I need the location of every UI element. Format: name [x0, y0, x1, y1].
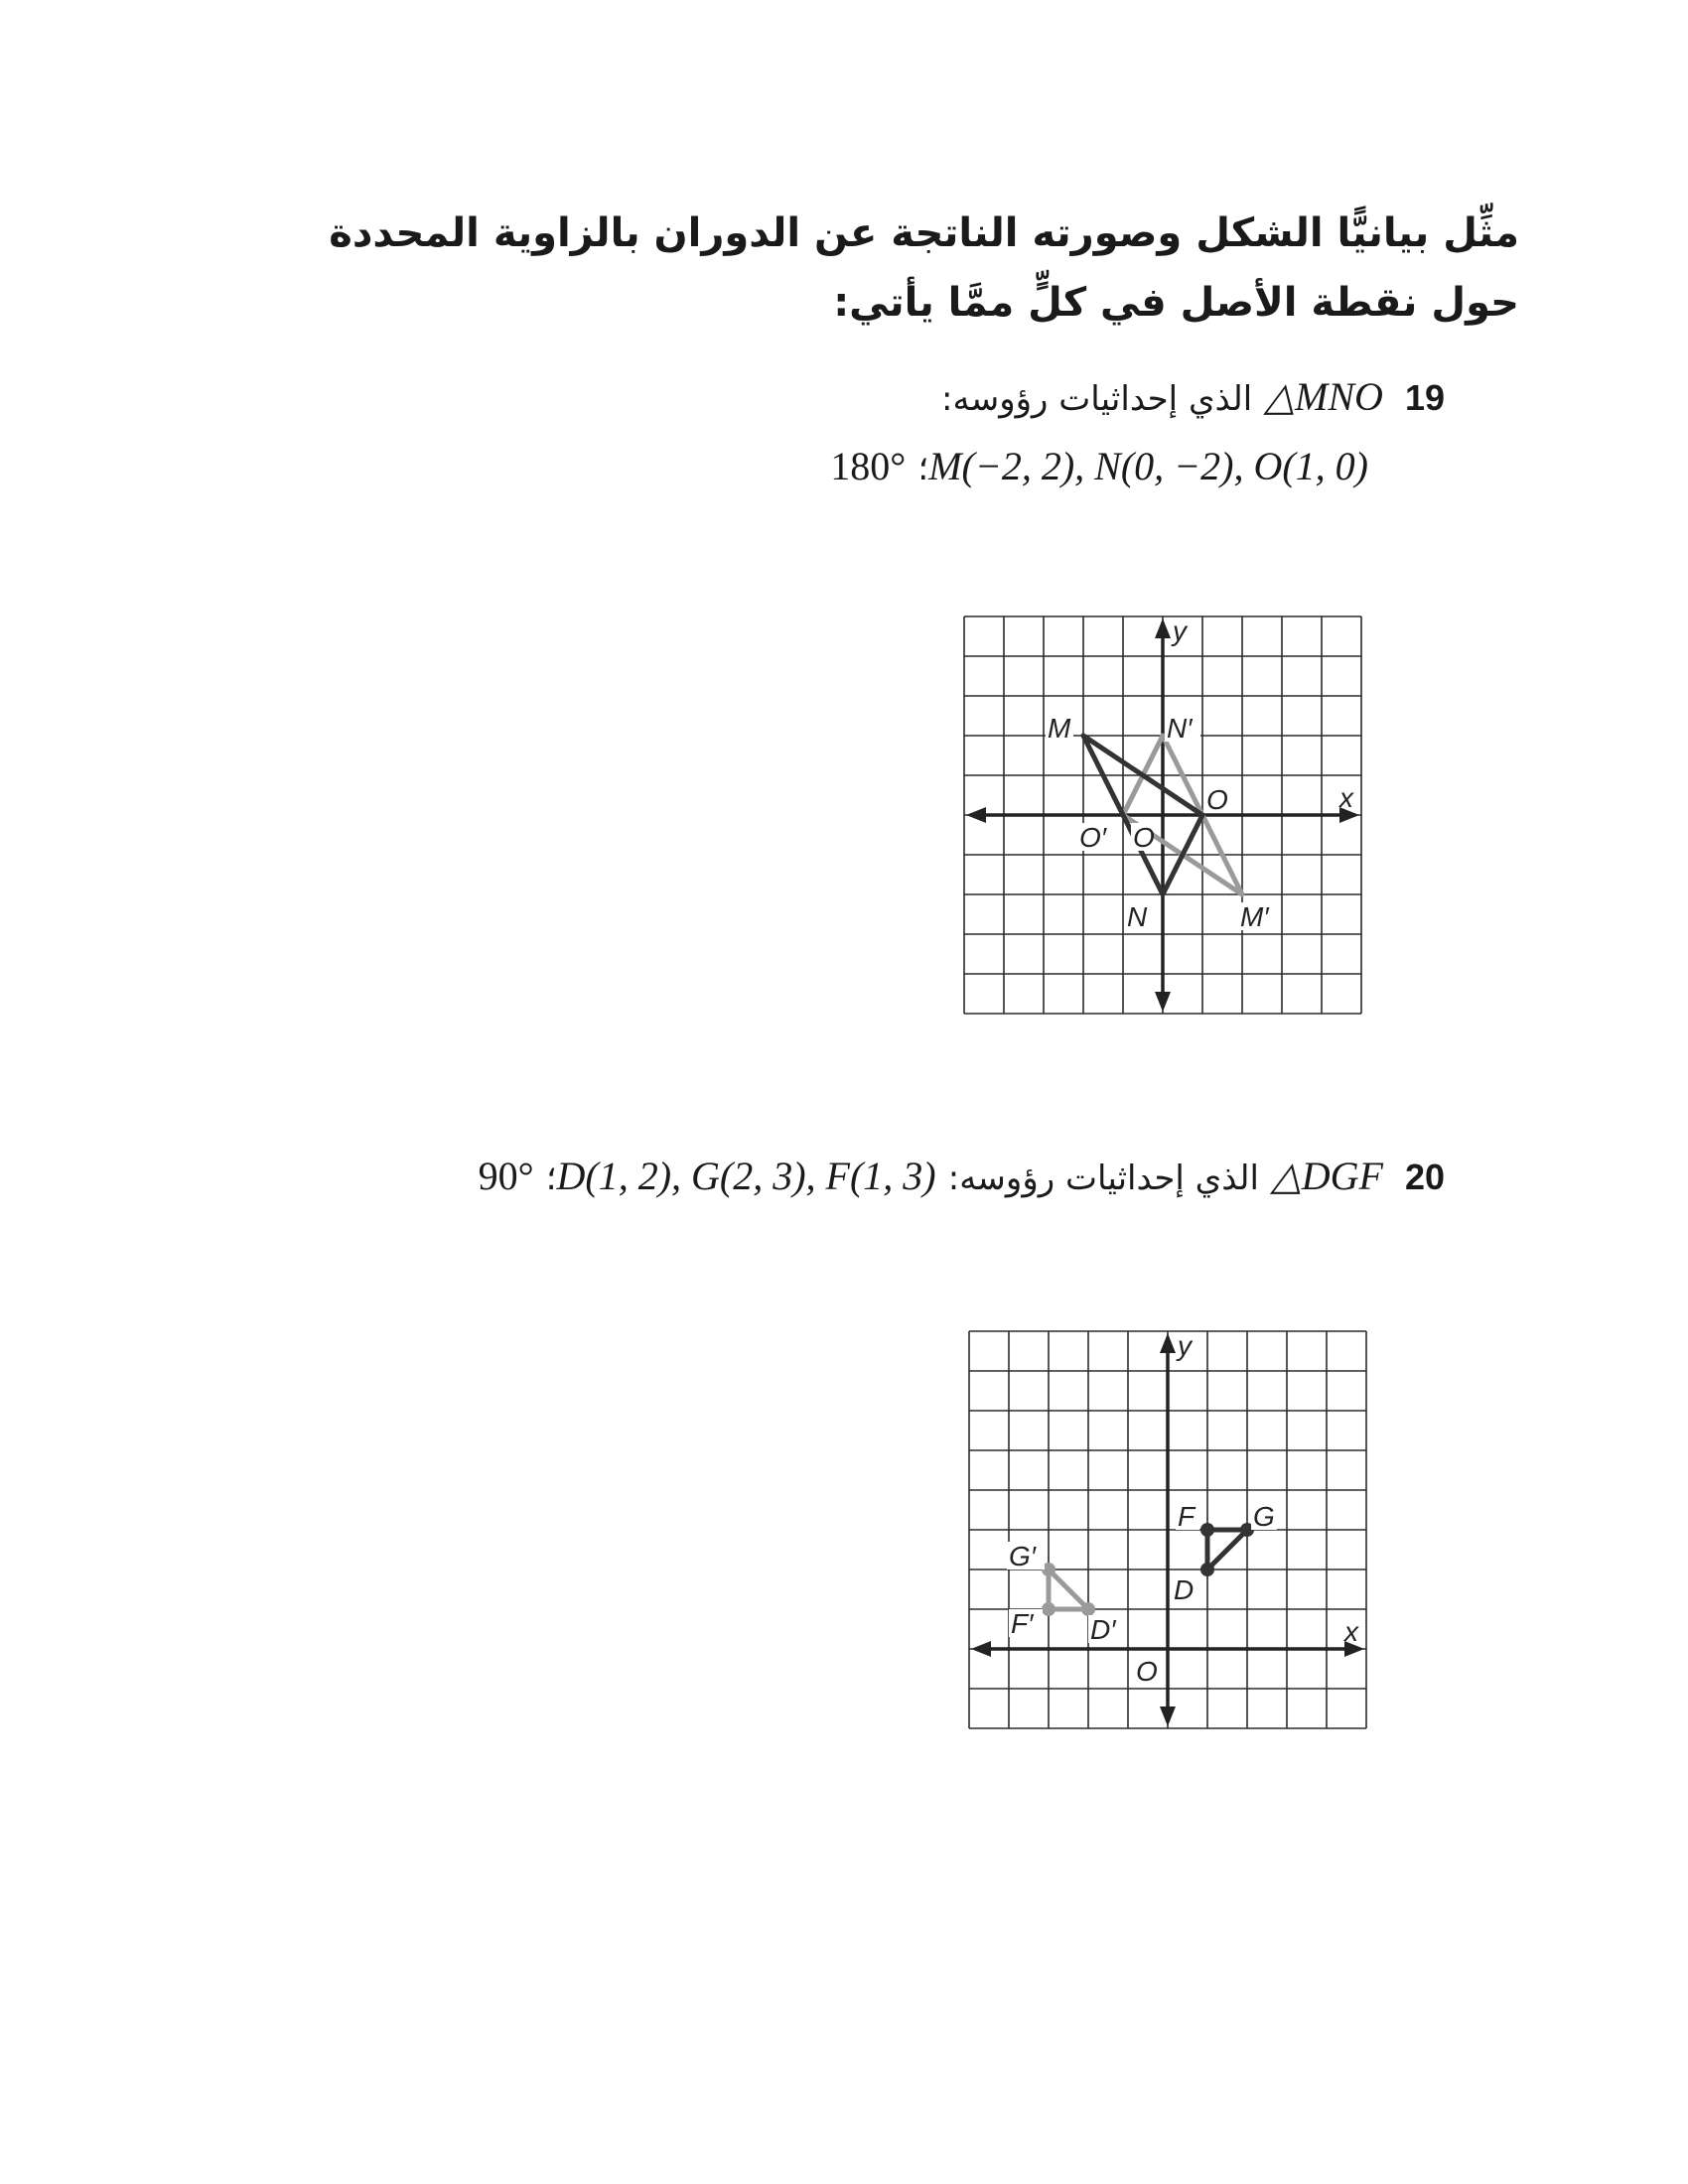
vertex-label-op: O′: [1079, 822, 1107, 853]
problem-19-angle: 180°: [830, 444, 907, 488]
x-axis-label: x: [1339, 782, 1353, 813]
problem-19-text: الذي إحداثيات رؤوسه:: [941, 379, 1253, 419]
y-axis-arrow-down: [1155, 992, 1171, 1012]
problem-20-coords: D(1, 2), G(2, 3), F(1, 3): [556, 1154, 936, 1198]
y-axis-arrow-up: [1160, 1333, 1176, 1353]
problem-19-number: 19: [1404, 377, 1445, 418]
vertex-label-gp: G′: [1009, 1541, 1037, 1571]
vertex-label-origin: O: [1136, 1656, 1158, 1687]
problem-20-graph: [968, 1330, 1367, 1729]
vertex-label-d: D: [1174, 1574, 1195, 1605]
problem-19-coordinates: [830, 442, 1368, 493]
problem-20-heading: [479, 1152, 1445, 1203]
instruction-line-1: مثِّل بيانيًّا الشكل وصورته الناتجة عن الدوران بالزاوية المحددة: [329, 210, 1519, 256]
x-axis-arrow-left: [971, 1641, 991, 1657]
vertex-label-g: G: [1253, 1501, 1275, 1532]
vertex-label-dp: D′: [1090, 1614, 1116, 1645]
vertex-label-m: M: [1048, 713, 1071, 744]
problem-20-triangle: △DGF: [1270, 1154, 1383, 1198]
problem-19-graph: [963, 615, 1362, 1015]
original-triangle: [1207, 1530, 1247, 1570]
vertex-label-o: O: [1206, 784, 1228, 815]
image-triangle: [1049, 1570, 1088, 1609]
vertex-label-origin: O: [1133, 822, 1155, 853]
y-axis-label: y: [1178, 1330, 1192, 1361]
problem-19-coords: M(−2, 2), N(0, −2), O(1, 0): [928, 444, 1368, 488]
problem-20-separator: ؛: [545, 1159, 557, 1198]
x-axis-label: x: [1344, 1616, 1358, 1647]
image-vertex: [1042, 1602, 1055, 1616]
vertex-label-np: N′: [1167, 713, 1193, 744]
y-axis-label: y: [1173, 615, 1187, 646]
vertex-label-f: F: [1178, 1501, 1196, 1532]
instructions: [329, 199, 1519, 338]
problem-19-separator: ؛: [917, 449, 929, 488]
y-axis-arrow-up: [1155, 618, 1171, 638]
vertex-label-n: N: [1127, 901, 1148, 932]
problem-19-triangle: △MNO: [1264, 374, 1383, 419]
problem-19-heading: [941, 372, 1445, 424]
vertex-label-mp: M′: [1240, 901, 1269, 932]
original-vertex: [1200, 1563, 1214, 1576]
y-axis-arrow-down: [1160, 1706, 1176, 1726]
problem-20-text: الذي إحداثيات رؤوسه:: [947, 1159, 1259, 1198]
problem-20-number: 20: [1404, 1157, 1445, 1197]
vertex-label-fp: F′: [1011, 1608, 1034, 1639]
problem-20-angle: 90°: [478, 1154, 534, 1198]
original-vertex: [1200, 1523, 1214, 1537]
x-axis-arrow-left: [966, 807, 986, 823]
instruction-line-2: حول نقطة الأصل في كلٍّ ممَّا يأتي:: [833, 280, 1519, 326]
